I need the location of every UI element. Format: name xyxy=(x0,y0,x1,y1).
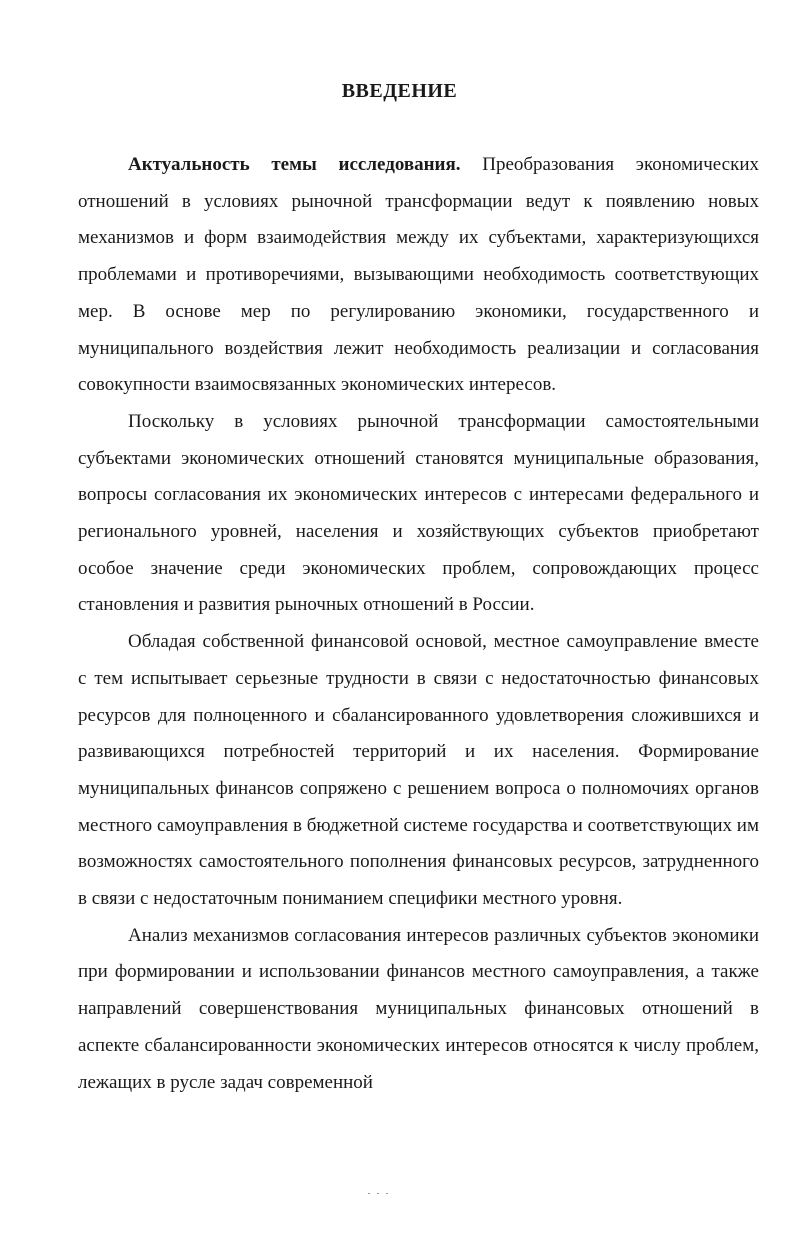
scan-artifact xyxy=(368,1193,390,1197)
paragraph-lead: Актуальность темы исследования. xyxy=(128,154,461,175)
paragraph-analysis: Анализ механизмов согласования интересов различных субъектов экономики при формировании и использовании финансов местного самоуправления, а также направлений совершенствования муниципальных финансовых отношений в аспекте сбалансированности экономических интересов относятся к числу проблем, лежащих в русле задач современной xyxy=(78,924,759,1093)
page-title: ВВЕДЕНИЕ xyxy=(341,80,458,102)
paragraph-financial-basis: Обладая собственной финансовой основой, местное самоуправление вместе с тем испытывает серьезные трудности в связи с недостаточностью финансовых ресурсов для полноценного и сбалансированного удовлетворения сложившихся и развивающихся потребностей территорий и их населения. Формирование муниципальных финансов сопряжено с решением вопроса о полномочиях органов местного самоуправления в бюджетной системе государства и соответствующих им возможностях самостоятельного пополнения финансовых ресурсов, затрудненного в связи с недостаточным пониманием специфики местного уровня. xyxy=(78,631,759,910)
body-text xyxy=(78,147,759,1101)
paragraph-municipal-subjects: Поскольку в условиях рыночной трансформации самостоятельными субъектами экономических отношений становятся муниципальные образования, вопросы согласования их экономических интересов с интересами федерального и регионального уровней, населения и хозяйствующих субъектов приобретают особое значение среди экономических проблем, сопровождающих процесс становления и развития рыночных отношений в России. xyxy=(78,410,759,616)
paragraph-relevance xyxy=(78,147,759,404)
paragraph-text: Преобразования экономических отношений в условиях рыночной трансформации ведут к появлению новых механизмов и форм взаимодействия между их субъектами, характеризующихся проблемами и противоречиями, вызывающими необходимость соответствующих мер. В основе мер по регулированию экономики, государственного и муниципального воздействия лежит необходимость реализации и согласования совокупности взаимосвязанных экономических интересов. xyxy=(78,154,759,396)
